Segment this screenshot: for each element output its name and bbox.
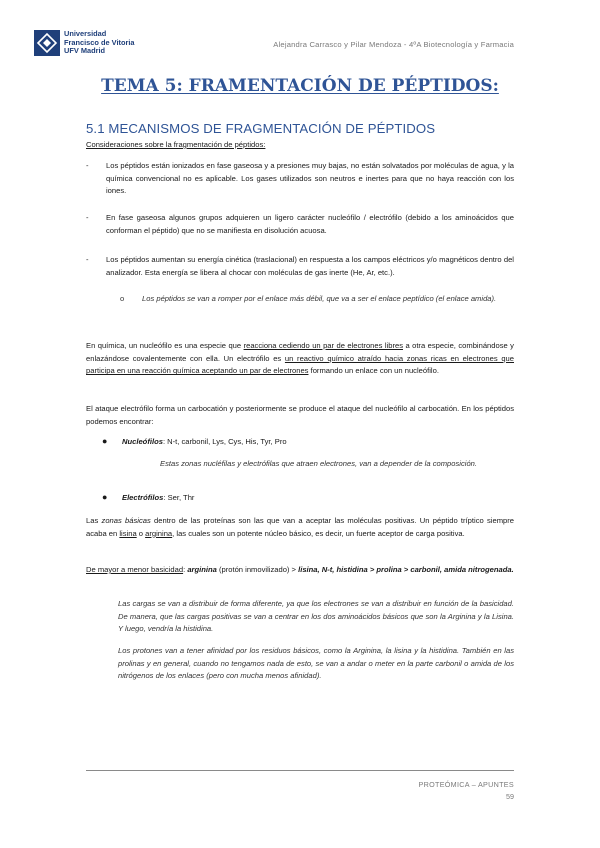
footer-divider <box>86 770 514 771</box>
page-title: TEMA 5: FRAMENTACIÓN DE PÉPTIDOS: <box>101 76 499 96</box>
italic-paragraph: Los protones van a tener afinidad por los residuos básicos, como la Arginina, la lisina y la histidina. También en las prolinas y en general, cuando no tengamos nada de esto, se van a andar o meter en la parte carbonil o amida de los nitrógenos de los enlaces (pero con mucha menos afinidad). <box>118 646 514 681</box>
dash-bullet: - <box>86 161 89 170</box>
underlined-run: un reactivo químico atraído hacia zonas ricas en electrones que participa en una reacción química aceptando un par de electrones <box>86 353 514 376</box>
ufv-logo-icon <box>34 30 60 56</box>
considerations-heading-text: Consideraciones sobre la fragmentación de péptidos: <box>86 140 266 149</box>
header-author: Alejandra Carrasco y Pilar Mendoza - 4ºA Biotecnología y Farmacia <box>273 40 514 49</box>
sub-bullet-item <box>120 293 514 306</box>
text-run: a otra especie, combinándose y enlazándose covalentemente con ella. Un electrófilo es <box>86 341 514 363</box>
electrophiles-label: Electrófilos <box>122 493 164 502</box>
sub-bullet-text: Los péptidos se van a romper por el enlace más débil, que va a ser el enlace peptídico (el enlace amida). <box>142 294 497 303</box>
bullet-nucleophiles <box>102 436 512 449</box>
basicity-arginine: arginina <box>187 565 217 574</box>
text-run: En química, un nucleófilo es una especie que <box>86 341 244 350</box>
bullet-dot: ● <box>102 436 108 446</box>
dash-item <box>86 160 514 198</box>
bullet-dot: ● <box>102 492 108 502</box>
underlined-run: reacciona cediendo un par de electrones libres <box>243 341 403 350</box>
dash-item-text: Los péptidos aumentan su energía cinética (traslacional) en respuesta a los campos eléctricos y/o magnéticos dentro del analizador. Esta energía se libera al chocar con moléculas de gas inerte (He, Ar, etc.). <box>106 255 514 277</box>
footer-label: PROTEÓMICA – APUNTES <box>418 780 514 789</box>
dash-item-text: Los péptidos están ionizados en fase gaseosa y a presiones muy bajas, no están solvatados por moléculas de agua, y la química convencional no es aplicable. Los gases utilizados son neutros e inertes para que no haya reacción con los iones. <box>106 161 514 196</box>
basicity-rest: lisina, N-t, histidina > prolina > carbonil, amida nitrogenada. <box>298 565 514 574</box>
basicity-order <box>86 564 514 577</box>
dash-bullet: - <box>86 213 89 222</box>
dash-bullet: - <box>86 255 89 264</box>
bullet-electrophiles <box>102 492 512 505</box>
electrophiles-value: : Ser, Thr <box>163 493 195 502</box>
italic-run: zonas básicas <box>101 516 151 525</box>
text-run: dentro de las proteínas son las que van a aceptar las moléculas positivas. Un péptido tríptico siempre acaba en <box>86 516 514 538</box>
sub-bullet-mark: o <box>120 294 125 303</box>
considerations-heading <box>86 139 514 152</box>
text-run: (protón inmovilizado) > <box>216 565 299 574</box>
text-run: Las <box>86 516 102 525</box>
text-run: , las cuales son un potente núcleo básico, es decir, un fuerte aceptor de carga positiva. <box>172 528 465 538</box>
text-run: formando un enlace con un nucleófilo. <box>308 366 439 376</box>
paragraph-basic-zones <box>86 515 514 540</box>
nucleophiles-value: : N-t, carbonil, Lys, Cys, His, Tyr, Pro <box>162 437 287 446</box>
logo-line-3: UFV Madrid <box>64 46 106 56</box>
nucleophiles-label: Nucleófilos <box>122 437 163 446</box>
italic-paragraph: Las cargas se van a distribuir de forma diferente, ya que los electrones se van a distribuir en función de la basicidad. De manera, que las cargas positivas se van a centrar en los dos aminoácidos básicos que son la Arginina y la Lisina. Y luego, vendría la histidina. <box>118 599 514 634</box>
logo-line-2: Francisco de Vitoria <box>64 37 135 47</box>
dash-item-text: En fase gaseosa algunos grupos adquieren un ligero carácter nucleófilo / electrófilo (debido a los aminoácidos que conforman el péptido) que no se manifiesta en disolución acuosa. <box>106 213 514 235</box>
logo-line-1: Universidad <box>64 29 107 38</box>
text-run: o <box>136 528 146 538</box>
text-run: : <box>183 565 188 574</box>
paragraph-nucleophile <box>86 340 514 378</box>
paragraph-electrophilic-attack: El ataque electrófilo forma un carbocatión y posteriormente se produce el ataque del nucleófilo al carbocatión. En los péptidos podemos encontrar: <box>86 404 514 426</box>
dash-item <box>86 212 514 237</box>
zones-note: Estas zonas nucléfilas y electrófilas que atraen electrones, van a depender de la composición. <box>160 459 478 468</box>
page-number: 59 <box>506 792 514 801</box>
underlined-run: lisina <box>119 528 137 538</box>
dash-item <box>86 254 514 279</box>
university-logo <box>34 30 144 58</box>
section-title: 5.1 MECANISMOS DE FRAGMENTACIÓN DE PÉPTIDOS <box>86 121 436 136</box>
underlined-run: arginina <box>145 528 173 538</box>
basicity-heading: De mayor a menor basicidad <box>86 565 184 574</box>
